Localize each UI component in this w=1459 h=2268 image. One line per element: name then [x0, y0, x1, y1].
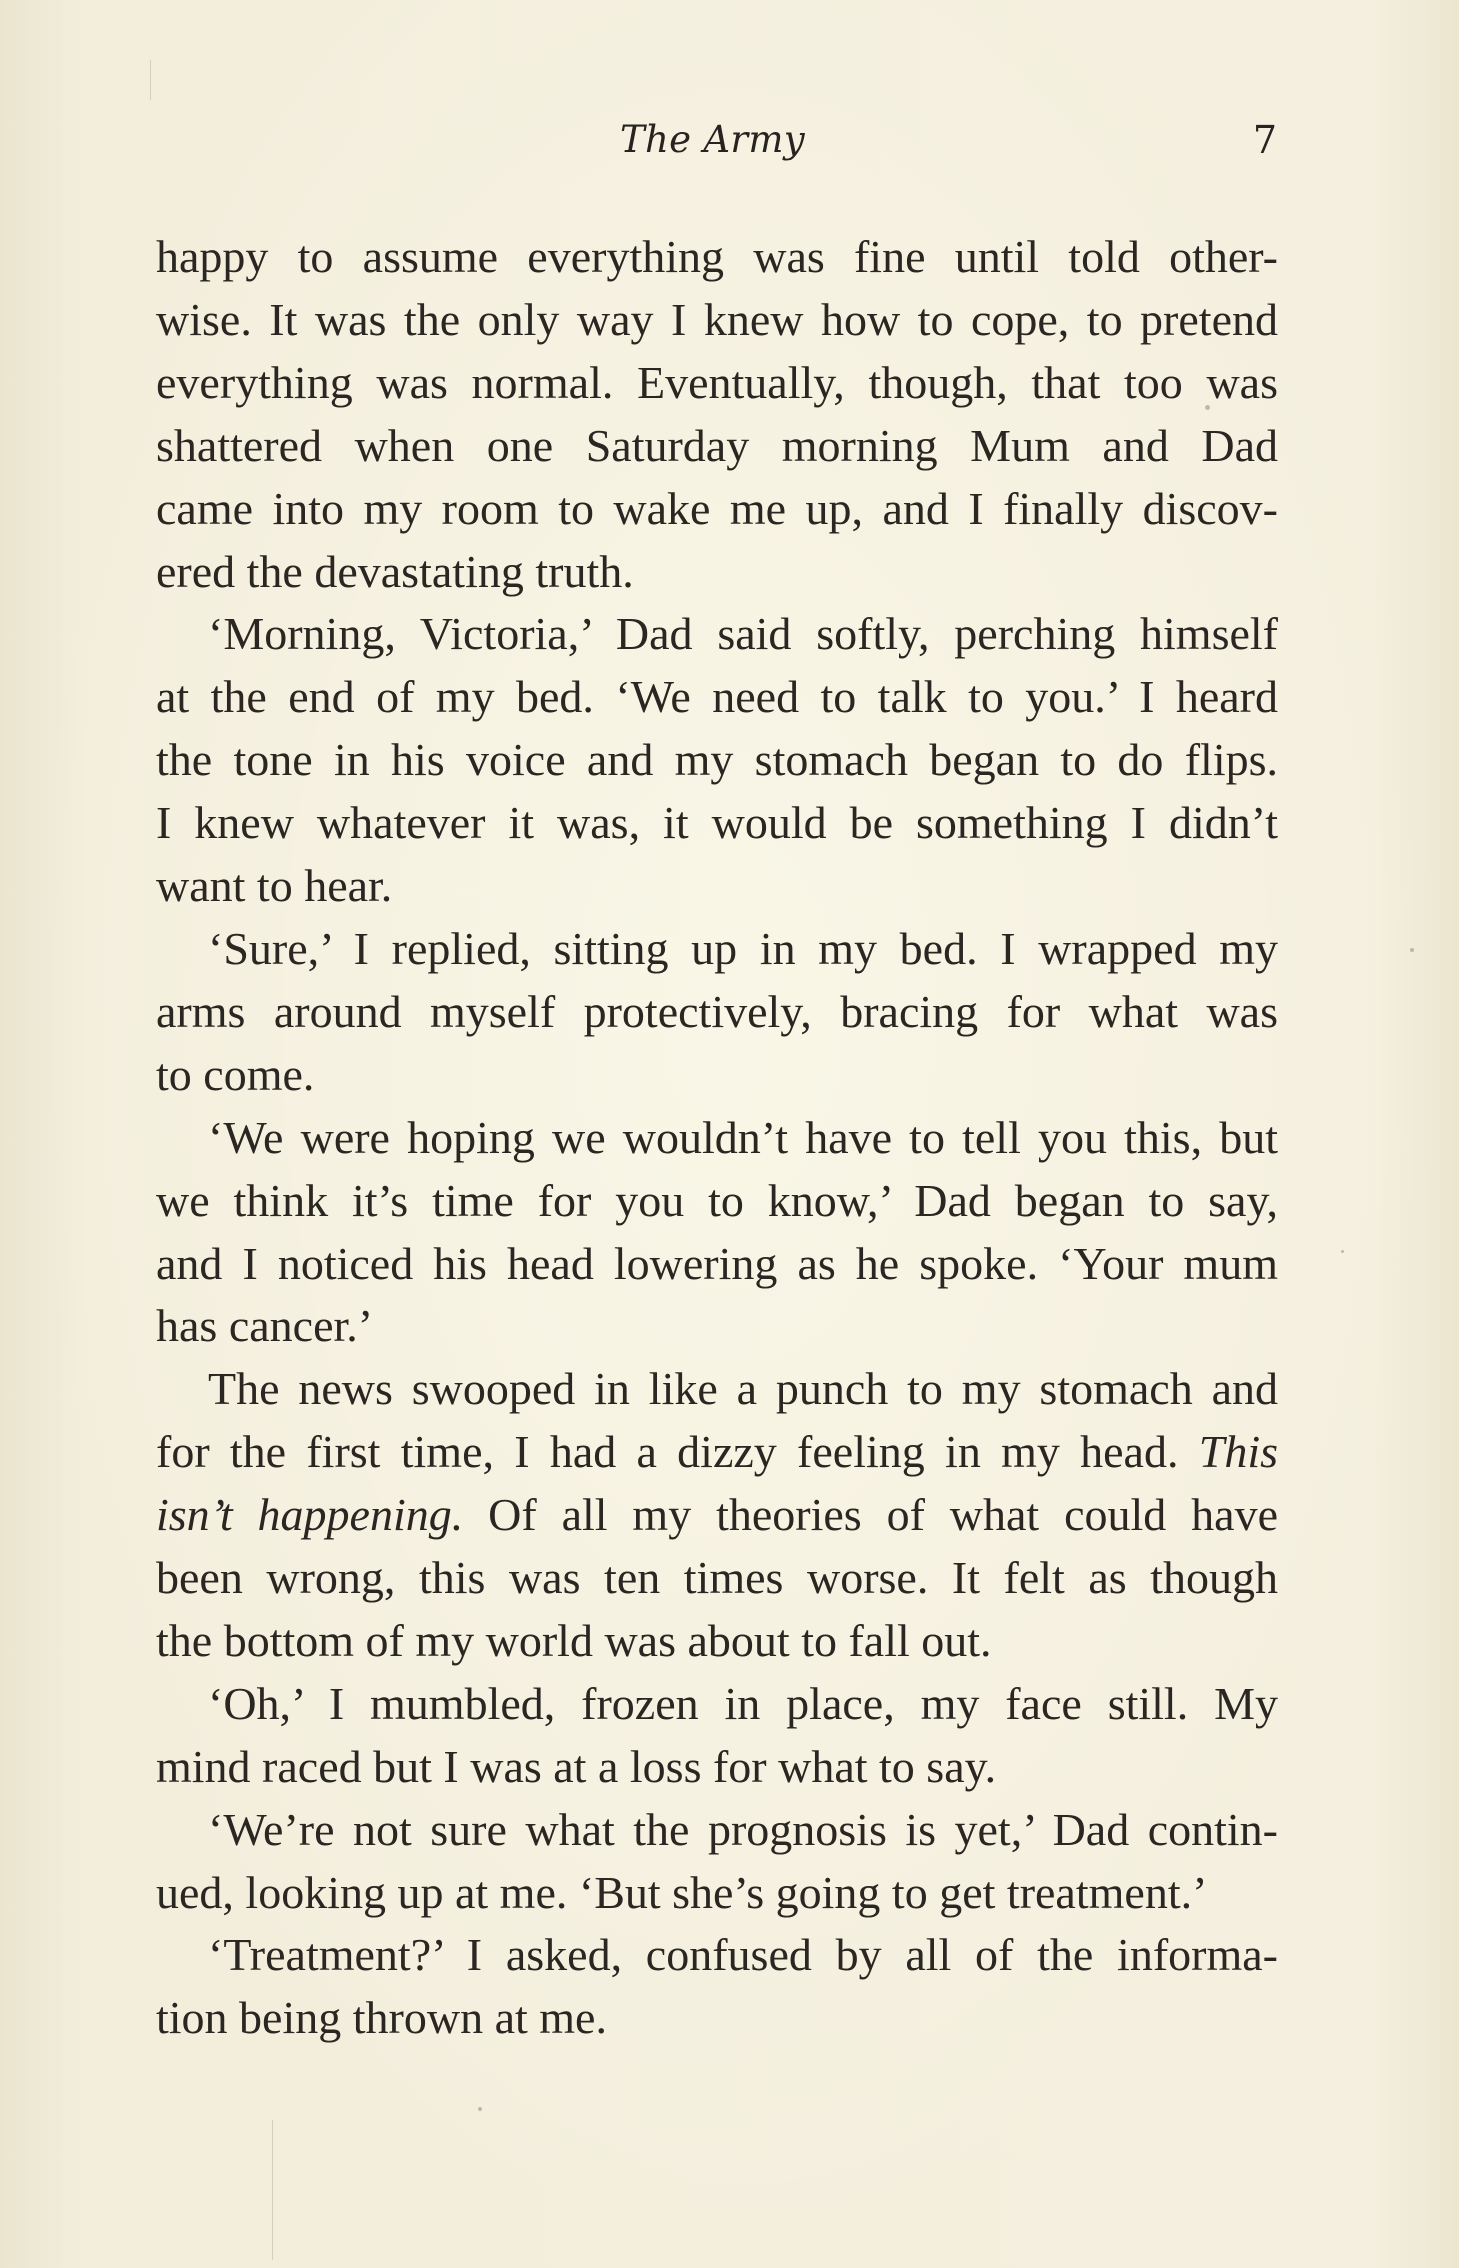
- text-line: [156, 1421, 1278, 1484]
- paragraph: [156, 1107, 1278, 1359]
- text-line: and I noticed his head lowering as he spoke. ‘Your mum: [156, 1237, 1278, 1289]
- text-line: ‘Oh,’ I mumbled, frozen in place, my face still. My: [208, 1677, 1278, 1729]
- text-run: Of all my theories of what could have: [463, 1489, 1278, 1541]
- paragraph: [156, 1673, 1278, 1799]
- text-line: came into my room to wake me up, and I finally discov-: [156, 482, 1278, 534]
- text-line: at the end of my bed. ‘We need to talk to you.’ I heard: [156, 671, 1278, 723]
- italic-text: isn’t happening.: [156, 1489, 464, 1541]
- text-line: everything was normal. Eventually, though, that too was: [156, 356, 1278, 408]
- paragraph: [156, 1924, 1278, 2050]
- text-line: wise. It was the only way I knew how to cope, to pretend: [156, 293, 1278, 345]
- text-line: the bottom of my world was about to fall out.: [156, 1614, 992, 1666]
- text-line: The news swooped in like a punch to my stomach and: [208, 1363, 1278, 1415]
- body-text: [156, 226, 1278, 2050]
- paper-mark: [272, 2120, 273, 2260]
- paper-speck: [1341, 1250, 1344, 1253]
- paper-speck: [478, 2107, 482, 2111]
- text-line: been wrong, this was ten times worse. It felt as though: [156, 1552, 1278, 1604]
- text-line: ‘We’re not sure what the prognosis is yet,’ Dad contin-: [208, 1803, 1278, 1855]
- text-line: ‘Treatment?’ I asked, confused by all of the informa-: [208, 1929, 1278, 1981]
- paragraph: [156, 1358, 1278, 1673]
- text-line: ered the devastating truth.: [156, 545, 634, 597]
- italic-text: This: [1198, 1426, 1278, 1478]
- text-line: has cancer.’: [156, 1300, 374, 1352]
- text-line: ‘Sure,’ I replied, sitting up in my bed. I wrapped my: [208, 922, 1278, 974]
- text-line: [156, 1484, 1278, 1547]
- paragraph: [156, 226, 1278, 603]
- running-title: The Army: [620, 118, 805, 161]
- text-line: tion being thrown at me.: [156, 1992, 607, 2044]
- text-line: ued, looking up at me. ‘But she’s going to get treatment.’: [156, 1866, 1208, 1918]
- text-line: happy to assume everything was fine until told other-: [156, 231, 1278, 282]
- paragraph: [156, 603, 1278, 918]
- paper-speck: [1410, 948, 1414, 952]
- text-line: want to hear.: [156, 860, 393, 912]
- paragraph: [156, 918, 1278, 1107]
- text-run: for the first time, I had a dizzy feeling in my head.: [156, 1426, 1179, 1478]
- text-line: we think it’s time for you to know,’ Dad began to say,: [156, 1174, 1278, 1226]
- text-line: ‘We were hoping we wouldn’t have to tell you this, but: [208, 1111, 1278, 1163]
- text-line: shattered when one Saturday morning Mum and Dad: [156, 419, 1278, 471]
- page-number: 7: [1252, 118, 1277, 162]
- text-line: to come.: [156, 1048, 315, 1100]
- paper-mark: [150, 60, 151, 100]
- text-line: arms around myself protectively, bracing for what was: [156, 985, 1278, 1037]
- text-line: I knew whatever it was, it would be something I didn’t: [156, 797, 1278, 849]
- paragraph: [156, 1799, 1278, 1925]
- text-line: the tone in his voice and my stomach began to do flips.: [156, 734, 1278, 786]
- text-line: mind raced but I was at a loss for what to say.: [156, 1740, 997, 1792]
- text-line: ‘Morning, Victoria,’ Dad said softly, perching himself: [208, 608, 1278, 660]
